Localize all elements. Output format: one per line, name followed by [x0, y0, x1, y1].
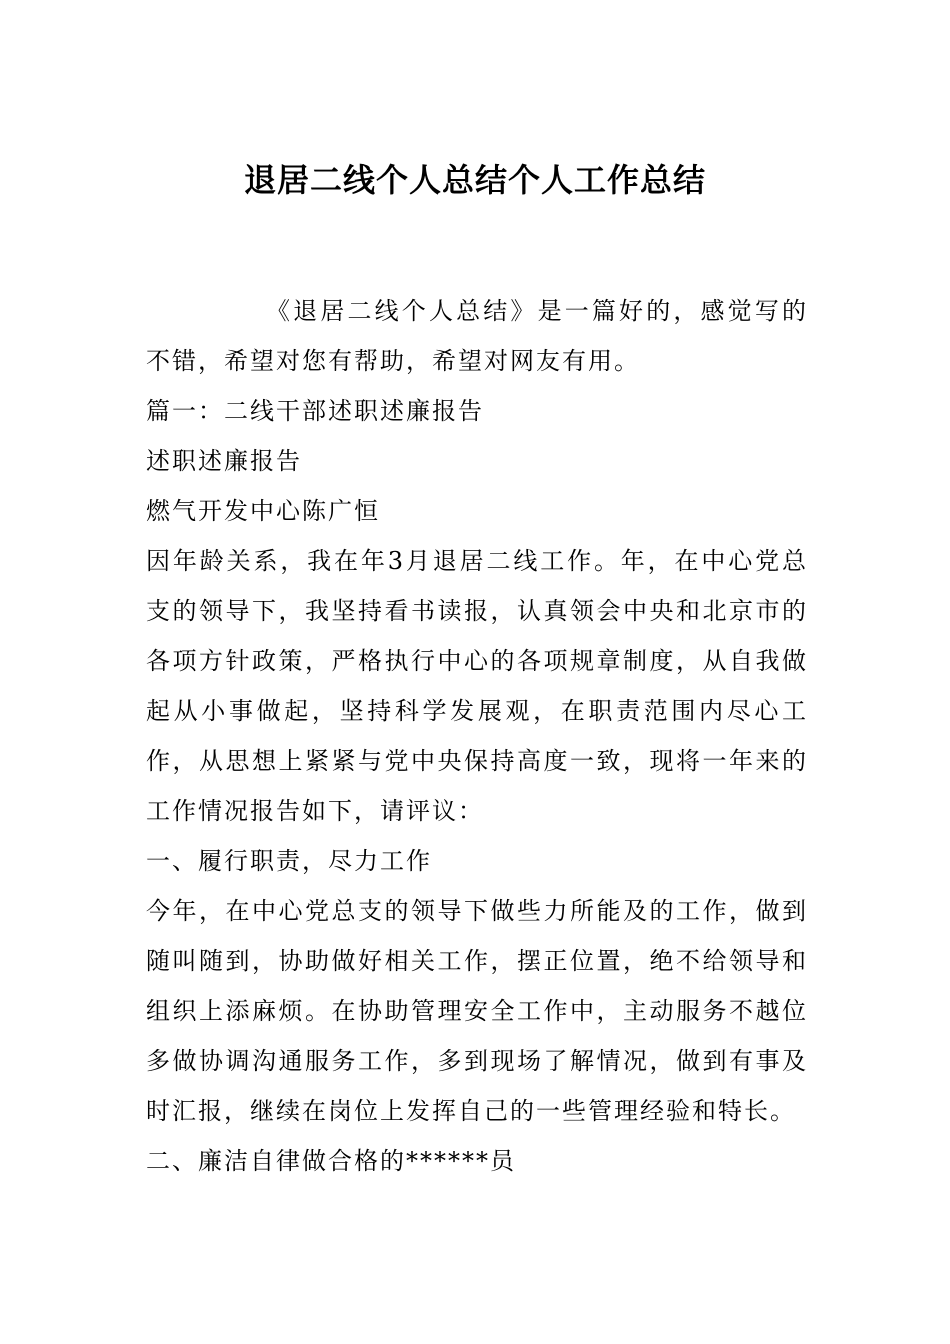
- section-heading-two: 二、廉洁自律做合格的******员: [146, 1147, 516, 1175]
- author-line: 燃气开发中心陈广恒: [146, 497, 380, 525]
- body-paragraph: 今年，在中心党总支的领导下做些力所能及的工作，做到随叫随到，协助做好相关工作，摆正位置，绝不给领导和组织上添麻烦。在协助管理安全工作中，主动服务不越位多做协调沟通服务工作，多到现场了解情况，做到有事及时汇报，继续在岗位上发挥自己的一些管理经验和特长。: [146, 897, 808, 1125]
- document-title: 退居二线个人总结个人工作总结: [243, 161, 706, 199]
- section-heading-one: 一、履行职责，尽力工作: [146, 847, 432, 875]
- body-paragraph: 因年龄关系，我在年3月退居二线工作。年，在中心党总支的领导下，我坚持看书读报，认真领会中央和北京市的各项方针政策，严格执行中心的各项规章制度，从自我做起从小事做起，坚持科学发展观，在职责范围内尽心工作，从思想上紧紧与党中央保持高度一致，现将一年来的工作情况报告如下，请评议：: [146, 547, 808, 825]
- intro-paragraph: 《退居二线个人总结》是一篇好的，感觉写的不错，希望对您有帮助，希望对网友有用。: [146, 297, 808, 375]
- report-subtitle: 述职述廉报告: [146, 447, 302, 475]
- document-body: [146, 286, 808, 1186]
- section-heading-part-one: 篇一：二线干部述职述廉报告: [146, 397, 484, 425]
